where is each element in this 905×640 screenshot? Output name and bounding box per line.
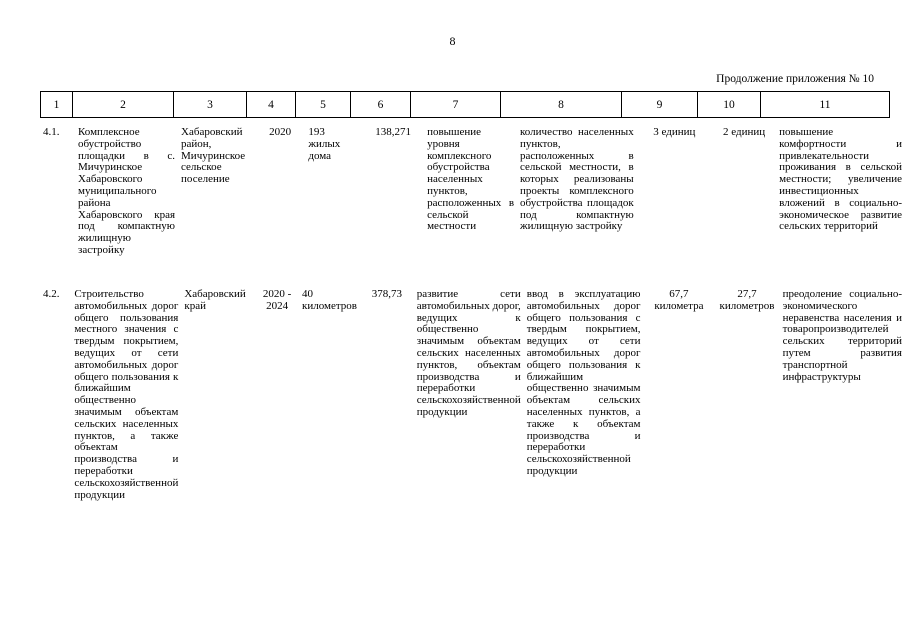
column-number: 4 bbox=[247, 92, 296, 118]
period: 2020 - 2024 bbox=[262, 288, 292, 312]
indicator-value-2: 27,7 километров bbox=[719, 288, 775, 312]
table-row bbox=[40, 289, 905, 501]
activity-name: Строительство автомобильных дорог общего пользования местного значения с твердым покрытием, ведущих от сети автомобильных дорог общего пользования к ближайшим общественно значимым объектам сельских населенных пунктов, а также объектам производства и переработки сельскохозяйственной продукции bbox=[74, 288, 179, 501]
volume: 40 километров bbox=[302, 288, 357, 312]
column-number: 3 bbox=[174, 92, 247, 118]
column-number: 6 bbox=[351, 92, 411, 118]
column-number: 7 bbox=[411, 92, 501, 118]
column-number: 2 bbox=[73, 92, 174, 118]
expected-effect: повышение комфортности и привлекательности проживания в сельской местности; увеличение инвестиционных вложений в социально-экономическое развитие сельских территорий bbox=[779, 126, 902, 233]
indicator: количество населенных пунктов, расположенных в сельской местности, в которых реализованы проекты комплексного обустройства площадок под компактную жилищную застройку bbox=[520, 126, 634, 233]
row-number: 4.2. bbox=[43, 288, 60, 300]
column-number: 10 bbox=[698, 92, 761, 118]
cost: 138,271 bbox=[375, 126, 412, 138]
expected-effect: преодоление социально-экономического неравенства населения и товаропроизводителей сельских территорий путем развития транспортной инфраструктуры bbox=[782, 288, 902, 383]
page-number: 8 bbox=[449, 34, 456, 48]
column-number: 11 bbox=[761, 92, 890, 118]
cost: 378,73 bbox=[371, 288, 402, 300]
volume: 193 жилых дома bbox=[308, 126, 341, 162]
indicator-value-1: 67,7 километра bbox=[654, 288, 704, 312]
goal: развитие сети автомобильных дорог, ведущих к общественно значимым объектам сельских населенных пунктов, объектам производства и переработки сельскохозяйственной продукции bbox=[416, 288, 521, 418]
territory: Хабаровский край bbox=[184, 288, 246, 312]
column-number: 8 bbox=[501, 92, 622, 118]
column-numbers-header bbox=[40, 91, 890, 118]
indicator: ввод в эксплуатацию автомобильных дорог общего пользования с твердым покрытием, ведущих от сети автомобильных дорог общего пользования к ближайшим общественно значимым объектам сельских населенных пунктов, а также к объектам производства и переработки сельскохозяйственной продукции bbox=[526, 288, 641, 477]
row-number: 4.1. bbox=[43, 126, 60, 138]
indicator-value-2: 2 единиц bbox=[723, 126, 766, 138]
column-number: 5 bbox=[296, 92, 351, 118]
column-number: 1 bbox=[41, 92, 73, 118]
table-row bbox=[40, 127, 905, 257]
goal: повышение уровня комплексного обустройства населенных пунктов, расположенных в сельской местности bbox=[427, 126, 515, 233]
appendix-continuation-title: Продолжение приложения № 10 bbox=[716, 73, 874, 85]
territory: Хабаровский район, Мичуринское сельское поселение bbox=[181, 126, 246, 186]
column-number: 9 bbox=[622, 92, 698, 118]
indicator-value-1: 3 единиц bbox=[653, 126, 696, 138]
activity-name: Комплексное обустройство площадки в с. Мичуринское Хабаровского муниципального района Хабаровского края под компактную жилищную застройку bbox=[78, 126, 176, 256]
period: 2020 bbox=[269, 126, 292, 138]
